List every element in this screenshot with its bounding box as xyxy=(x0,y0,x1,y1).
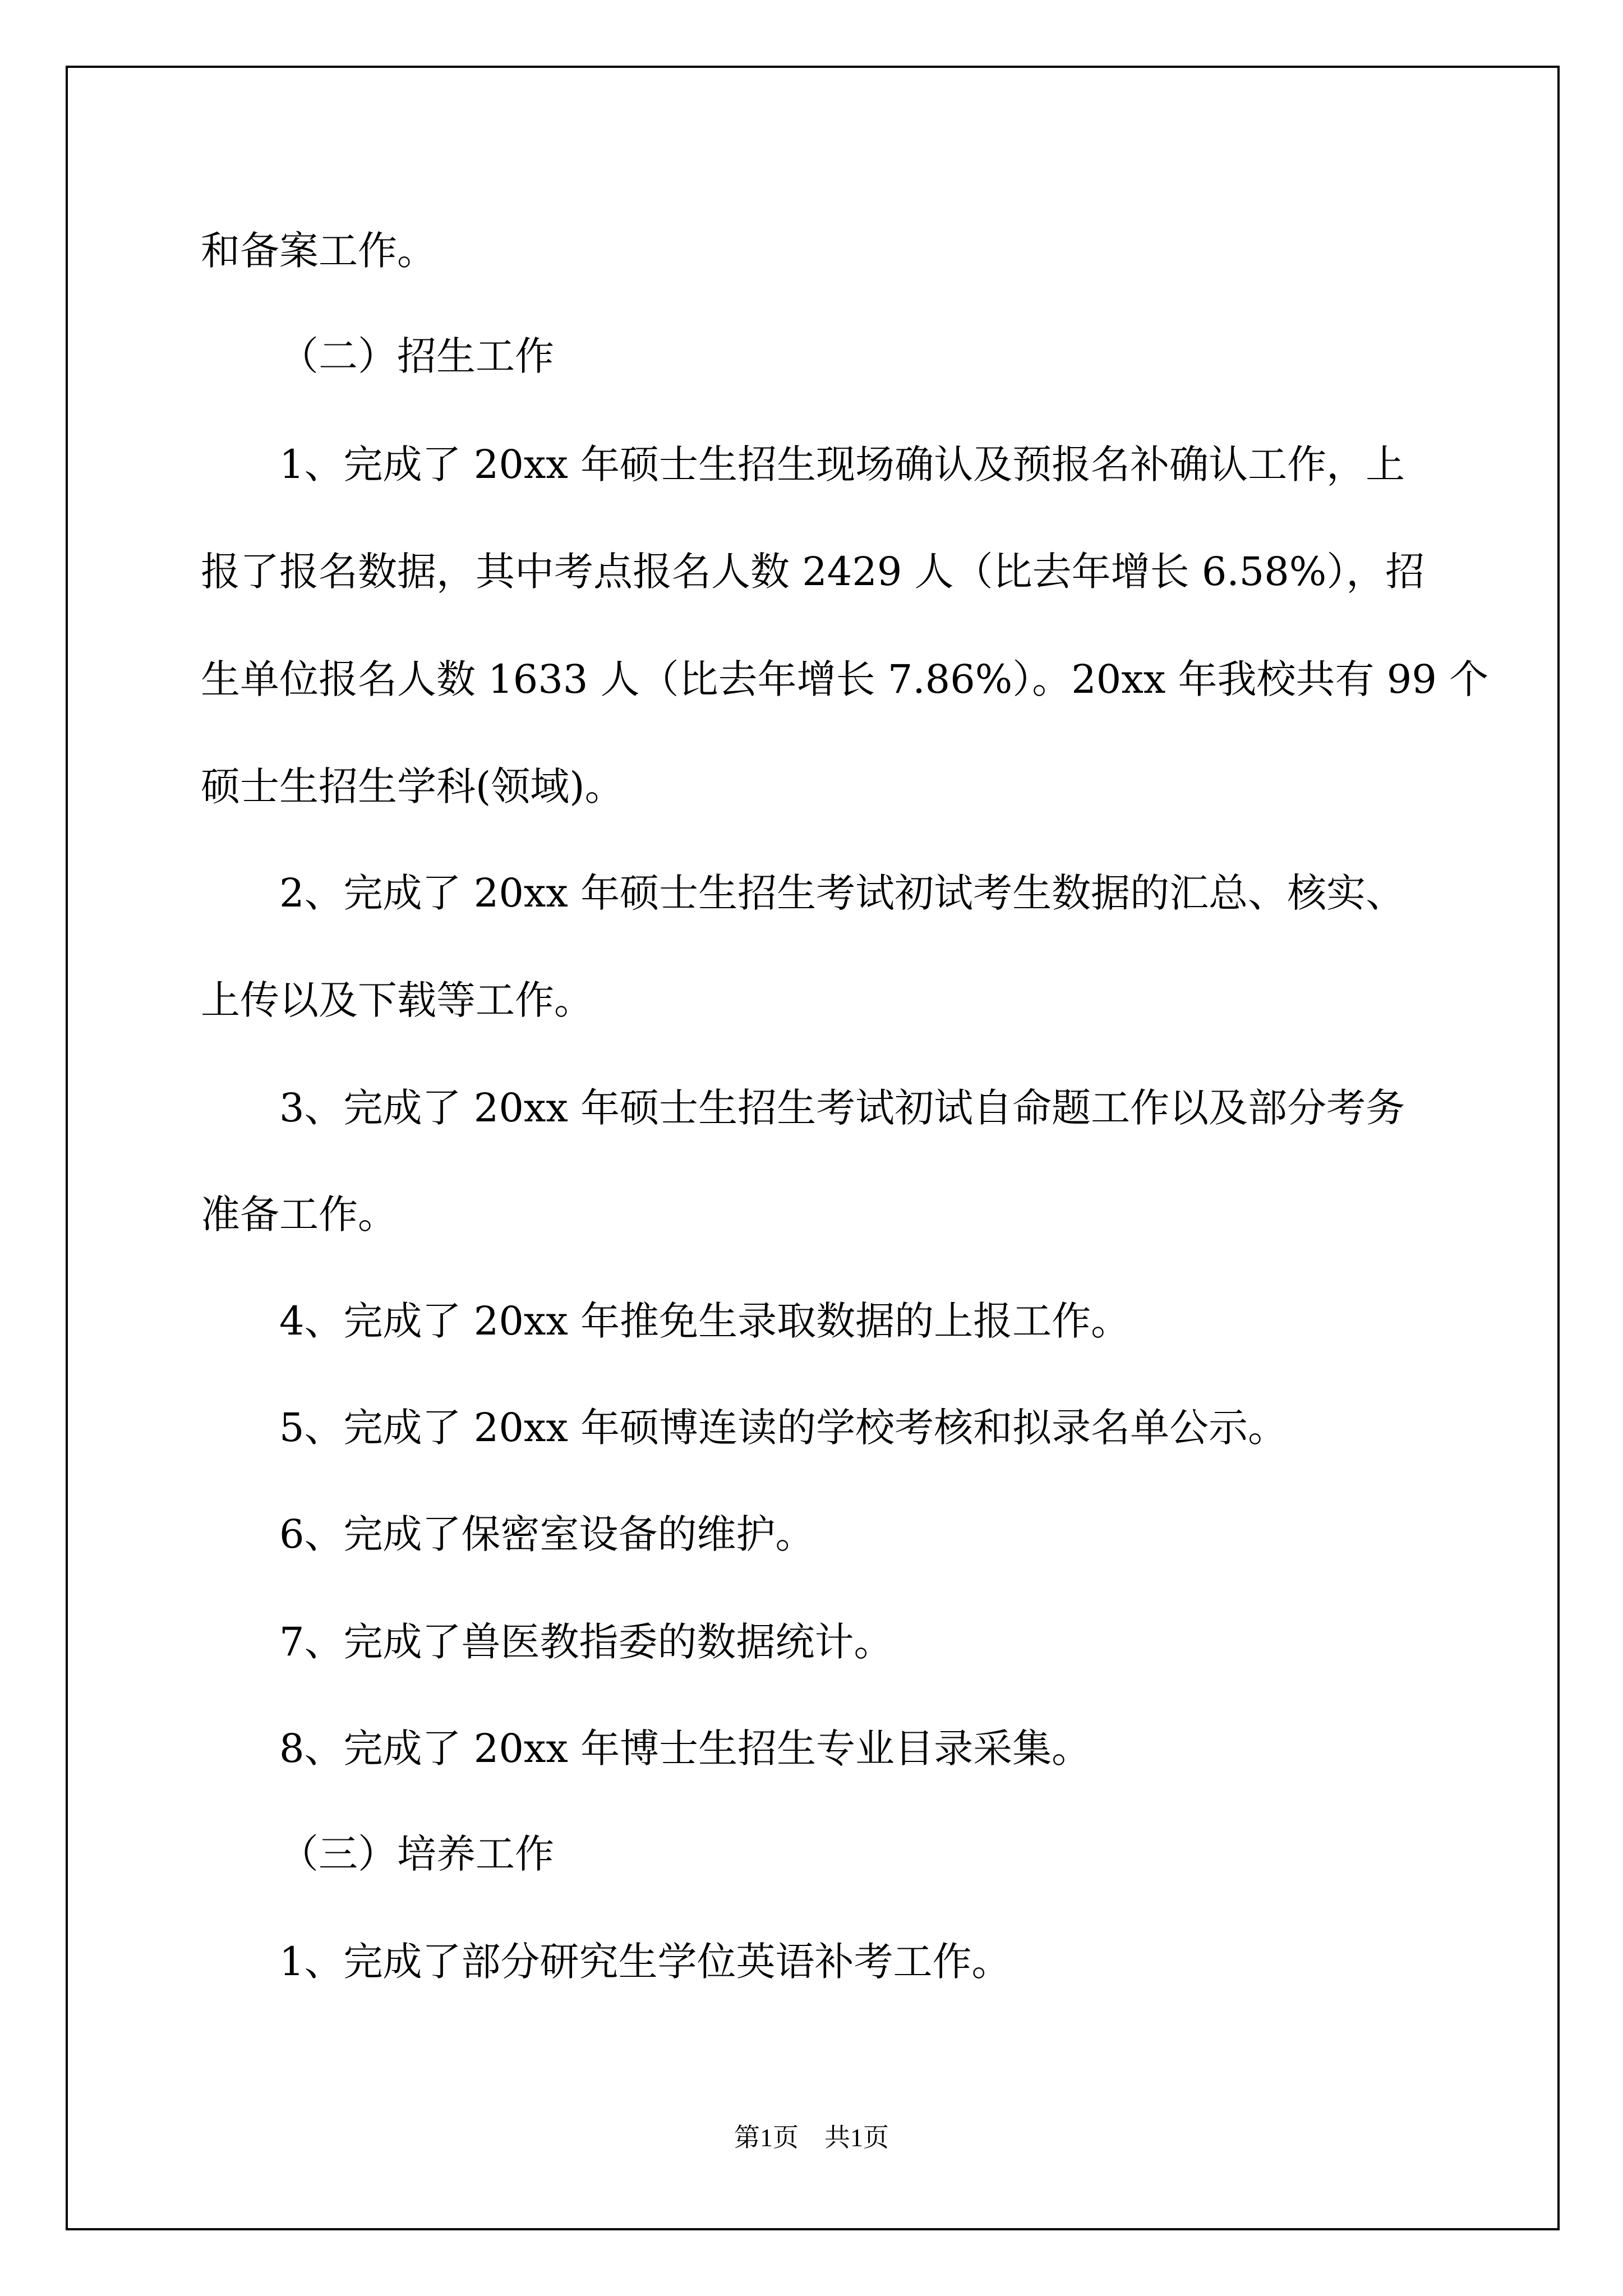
paragraph-line: 1、完成了部分研究生学位英语补考工作。 xyxy=(279,1939,1011,1985)
paragraph-line: 和备案工作。 xyxy=(201,228,436,274)
paragraph-line: 6、完成了保密室设备的维护。 xyxy=(279,1511,815,1557)
paragraph-line: 硕士生招生学科(领域)。 xyxy=(201,763,624,809)
paragraph-line: 4、完成了 20xx 年推免生录取数据的上报工作。 xyxy=(279,1298,1131,1344)
paragraph-line: 准备工作。 xyxy=(201,1191,397,1237)
paragraph-line: 上传以及下载等工作。 xyxy=(201,977,593,1023)
section-heading: （三）培养工作 xyxy=(279,1831,554,1877)
paragraph-line: 生单位报名人数 1633 人（比去年增长 7.86%）。20xx 年我校共有 99 个 xyxy=(201,656,1489,702)
paragraph-line: 报了报名数据，其中考点报名人数 2429 人（比去年增长 6.58%），招 xyxy=(201,549,1425,595)
paragraph-line: 5、完成了 20xx 年硕博连读的学校考核和拟录名单公示。 xyxy=(279,1405,1288,1451)
paragraph-line: 7、完成了兽医教指委的数据统计。 xyxy=(279,1619,893,1665)
paragraph-line: 2、完成了 20xx 年硕士生招生考试初试考生数据的汇总、核实、 xyxy=(279,870,1405,916)
paragraph-line: 1、完成了 20xx 年硕士生招生现场确认及预报名补确认工作，上 xyxy=(279,441,1405,487)
paragraph-line: 8、完成了 20xx 年博士生招生专业目录采集。 xyxy=(279,1726,1091,1772)
page-border xyxy=(66,66,1560,2230)
section-heading: （二）招生工作 xyxy=(279,333,554,379)
page-number-footer: 第1页 共1页 xyxy=(734,2123,889,2152)
paragraph-line: 3、完成了 20xx 年硕士生招生考试初试自命题工作以及部分考务 xyxy=(279,1085,1405,1131)
